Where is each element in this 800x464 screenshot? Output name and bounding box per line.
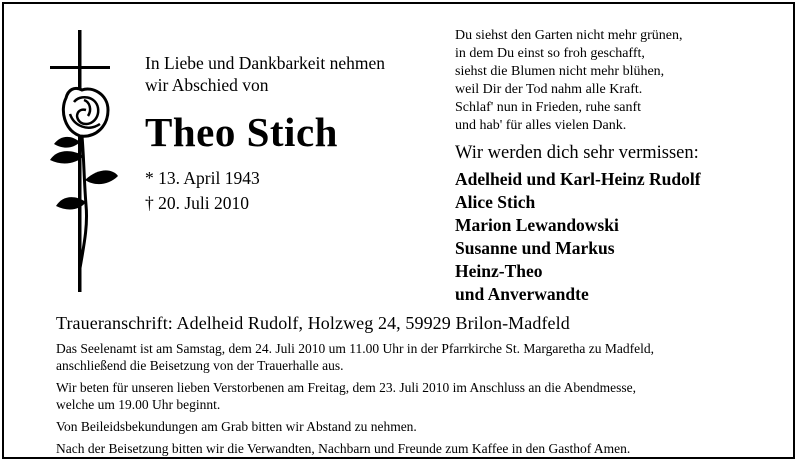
mourning-address: Traueranschrift: Adelheid Rudolf, Holzweg 24, 59929 Brilon-Madfeld [56,313,570,333]
poem [455,27,682,135]
cross-rose-icon [40,30,130,292]
death-date: † 20. Juli 2010 [145,193,250,213]
poem-line: siehst die Blumen nicht mehr blühen, [455,64,665,79]
poem-line: Du siehst den Garten nicht mehr grünen, [455,28,683,43]
service-notes [56,340,776,457]
prayer-notice-line-2: welche um 19.00 Uhr beginnt. [56,397,221,412]
mourner-entry: Marion Lewandowski [455,215,619,235]
deceased-name: Theo Stich [145,109,338,155]
requiem-notice-line-2: anschließend die Beisetzung von der Trauerhalle aus. [56,358,344,373]
poem-line: weil Dir der Tod nahm alle Kraft. [455,82,643,97]
intro-line-2: wir Abschied von [145,75,269,95]
poem-line: Schlaf' nun in Frieden, ruhe sanft [455,100,642,115]
condolence-notice: Von Beileidsbekundungen am Grab bitten wir Abstand zu nehmen. [56,419,417,434]
life-dates [145,166,260,216]
intro-line-1: In Liebe und Dankbarkeit nehmen [145,53,386,73]
mourner-entry: und Anverwandte [455,284,589,304]
miss-heading: Wir werden dich sehr vermissen: [455,143,699,163]
prayer-notice-line-1: Wir beten für unseren lieben Verstorbenen am Freitag, dem 23. Juli 2010 im Anschluss an die Abendmesse, [56,380,636,395]
requiem-notice-line-1: Das Seelenamt ist am Samstag, dem 24. Juli 2010 um 11.00 Uhr in der Pfarrkirche St. Margaretha zu Madfeld, [56,341,654,356]
mourners-list [455,168,701,306]
birth-date: * 13. April 1943 [145,168,260,188]
mourner-entry: Heinz-Theo [455,261,543,281]
mourner-entry: Susanne und Markus [455,238,615,258]
coffee-invitation: Nach der Beisetzung bitten wir die Verwandten, Nachbarn und Freunde zum Kaffee in den Gasthof Amen. [56,441,631,456]
poem-line: und hab' für alles vielen Dank. [455,118,627,133]
poem-line: in dem Du einst so froh geschafft, [455,46,645,61]
mourner-entry: Alice Stich [455,192,536,212]
mourner-entry: Adelheid und Karl-Heinz Rudolf [455,169,701,189]
intro-text [145,52,435,96]
